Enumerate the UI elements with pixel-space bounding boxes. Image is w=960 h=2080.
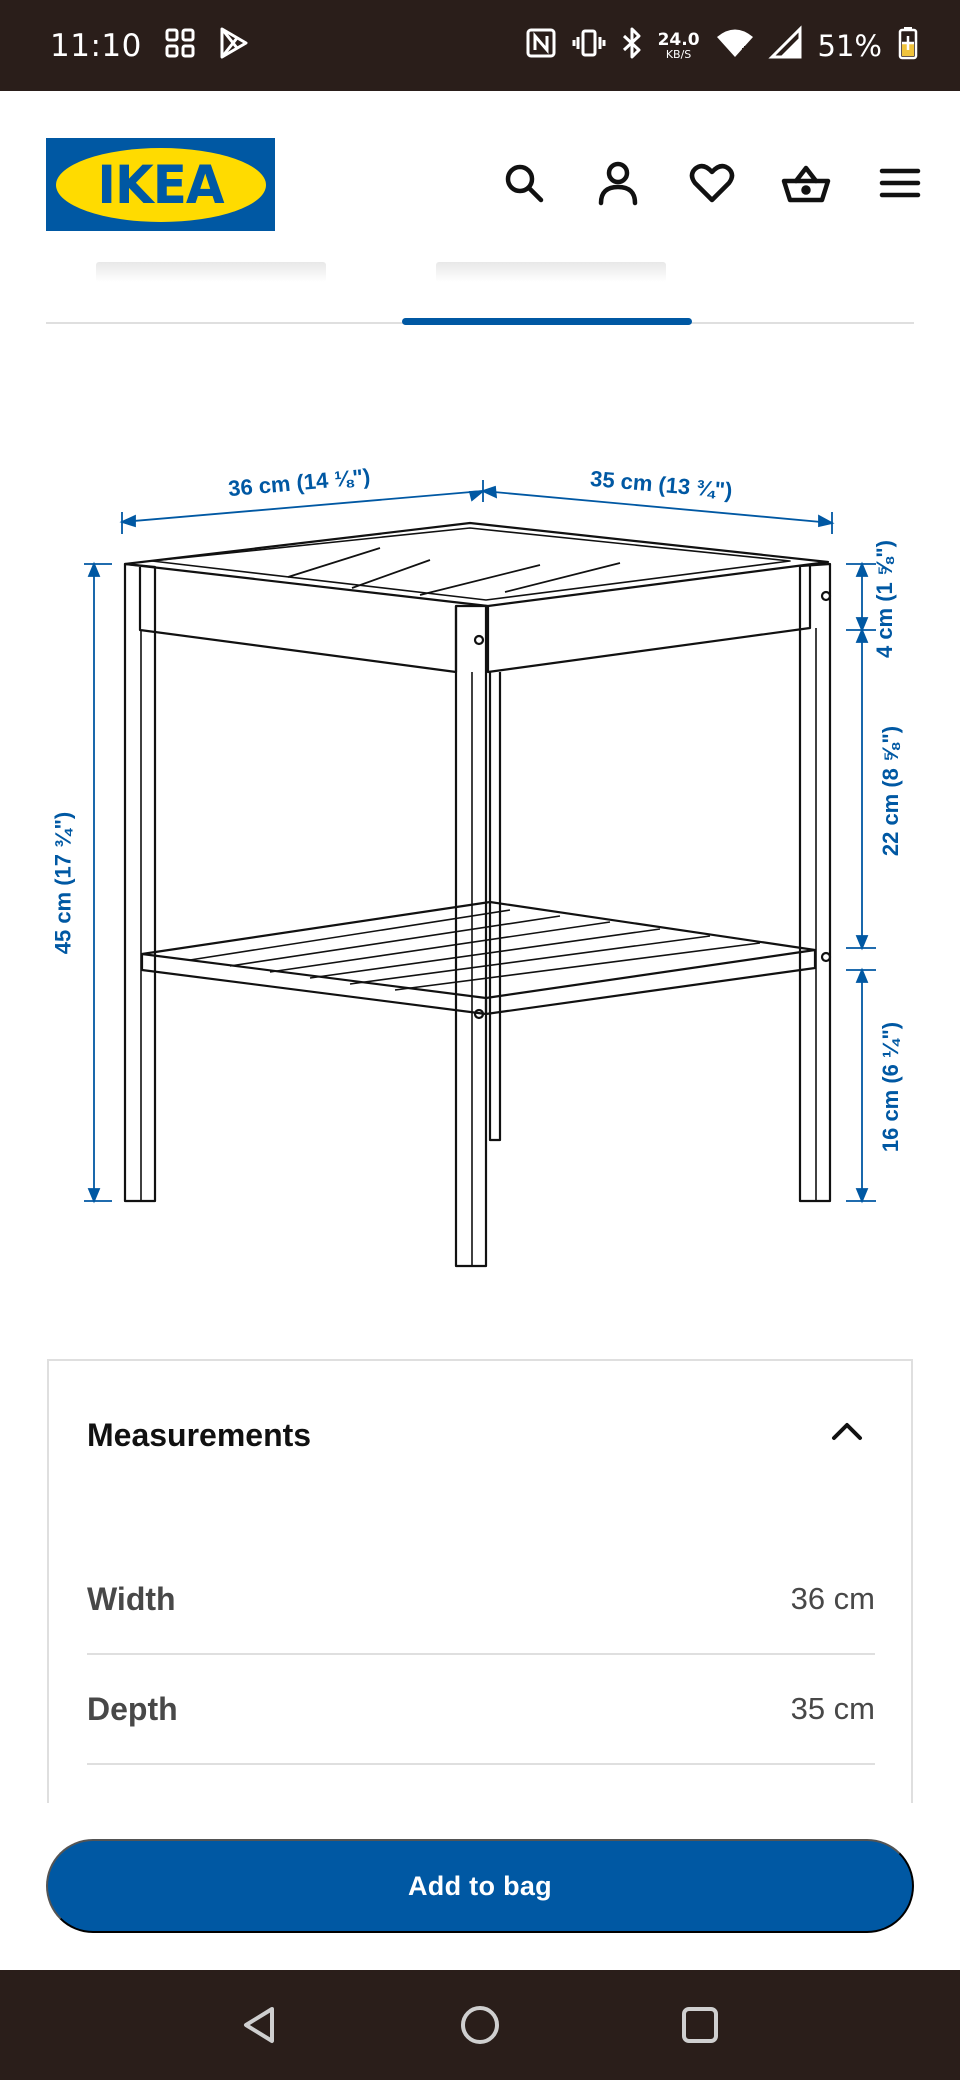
system-nav-bar	[0, 1970, 960, 2080]
back-icon[interactable]	[235, 2000, 285, 2050]
grid-apps-icon	[164, 27, 196, 64]
shelf-height-dimension-label: 16 cm (6 ¼")	[878, 1021, 904, 1153]
depth-dimension-label: 35 cm (13 ¾")	[589, 465, 734, 504]
nfc-icon	[526, 28, 556, 63]
header-icons	[500, 155, 924, 211]
battery-percent: 51%	[817, 28, 882, 63]
measurement-value: 35 cm	[790, 1691, 875, 1726]
tab-product-details[interactable]	[96, 262, 326, 282]
top-thickness-dimension-label: 4 cm (1 ⅝")	[872, 539, 898, 659]
logo-text: IKEA	[97, 154, 224, 215]
battery-charging-icon	[898, 26, 918, 65]
active-tab-indicator	[402, 318, 692, 325]
tabs-row	[46, 262, 914, 324]
network-speed-unit: KB/S	[665, 47, 692, 61]
status-left	[50, 26, 250, 65]
status-time: 11:10	[50, 27, 142, 64]
table-line-drawing	[0, 440, 960, 1300]
add-to-bag-button[interactable]: Add to bag	[46, 1839, 914, 1933]
height-dimension-label: 45 cm (17 ¾")	[50, 811, 76, 955]
play-store-icon	[218, 26, 250, 65]
site-header	[0, 91, 960, 277]
wifi-icon	[716, 28, 754, 63]
measurement-row-depth	[87, 1655, 875, 1765]
tab-measurements[interactable]	[436, 262, 666, 282]
bluetooth-icon	[622, 27, 642, 64]
measurement-row-width	[87, 1545, 875, 1655]
measurements-title[interactable]: Measurements	[87, 1417, 312, 1453]
recents-icon[interactable]	[675, 2000, 725, 2050]
network-speed	[657, 29, 700, 61]
status-bar	[0, 0, 960, 91]
account-icon[interactable]	[594, 155, 642, 211]
measurement-label: Depth	[87, 1690, 178, 1727]
network-speed-value: 24.0	[657, 29, 700, 50]
dimension-drawing	[0, 440, 960, 1300]
menu-icon[interactable]	[876, 155, 924, 211]
chevron-up-icon[interactable]	[827, 1411, 867, 1451]
measurement-label: Width	[87, 1580, 176, 1617]
ikea-logo[interactable]	[46, 138, 275, 231]
heart-icon[interactable]	[688, 155, 736, 211]
measurement-value: 36 cm	[790, 1581, 875, 1616]
logo-oval	[56, 148, 266, 222]
sticky-cta-area	[0, 1803, 960, 1970]
basket-icon[interactable]	[782, 155, 830, 211]
status-right	[526, 26, 918, 65]
vibrate-icon	[572, 28, 606, 63]
width-dimension-label: 36 cm (14 ⅛")	[227, 463, 372, 502]
signal-icon	[770, 27, 802, 64]
search-icon[interactable]	[500, 155, 548, 211]
measurements-panel	[47, 1359, 913, 1803]
shelf-gap-dimension-label: 22 cm (8 ⅝")	[878, 725, 904, 857]
home-icon[interactable]	[455, 2000, 505, 2050]
